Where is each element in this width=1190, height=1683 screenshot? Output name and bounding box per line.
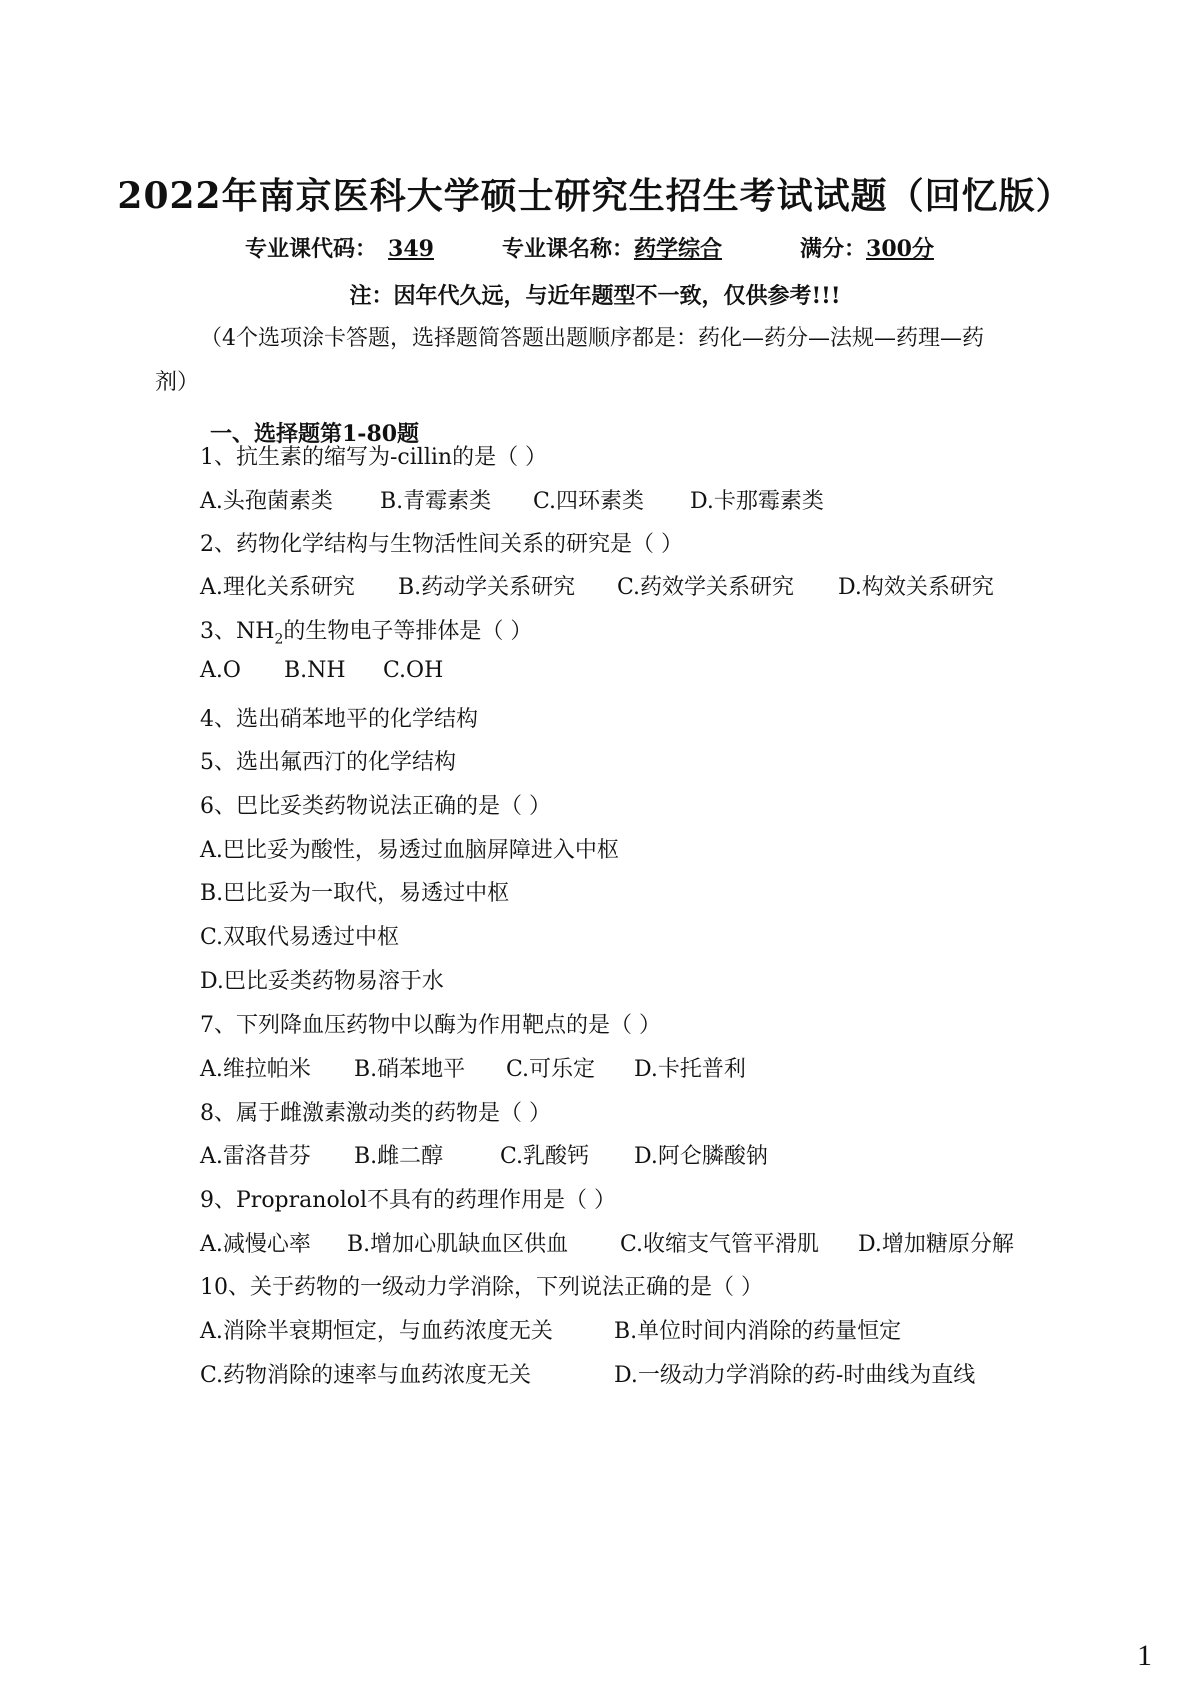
course-code-label: 专业课代码： xyxy=(245,236,378,262)
q2-option-c: C.药效学关系研究 xyxy=(617,575,795,600)
q3-text-pre: 3、NH xyxy=(200,619,275,644)
q3-option-a: A.O xyxy=(200,658,241,683)
question-1: 1、抗生素的缩写为-cillin的是（ ） xyxy=(200,445,548,470)
course-code xyxy=(245,232,445,263)
question-10: 10、关于药物的一级动力学消除，下列说法正确的是（ ） xyxy=(200,1275,763,1300)
q2-option-b: B.药动学关系研究 xyxy=(398,575,576,600)
q7-option-a: A.维拉帕米 xyxy=(200,1057,311,1082)
q1-option-a: A.头孢菌素类 xyxy=(200,489,333,514)
q3-subscript: 2 xyxy=(274,631,284,648)
q9-option-c: C.收缩支气管平滑肌 xyxy=(620,1232,820,1257)
q3-text-post: 的生物电子等排体是（ ） xyxy=(283,619,533,644)
q8-option-a: A.雷洛昔芬 xyxy=(200,1144,311,1169)
q8-option-b: B.雌二醇 xyxy=(354,1144,444,1169)
q6-option-a: A.巴比妥为酸性，易透过血脑屏障进入中枢 xyxy=(200,838,619,863)
question-5: 5、选出氟西汀的化学结构 xyxy=(200,750,456,775)
q1-option-c: C.四环素类 xyxy=(533,489,645,514)
question-6: 6、巴比妥类药物说法正确的是（ ） xyxy=(200,794,551,819)
q3-option-b: B.NH xyxy=(284,658,346,683)
section-heading: 一、选择题第1-80题 xyxy=(210,421,420,447)
q3-option-c: C.OH xyxy=(383,658,444,683)
q8-option-c: C.乳酸钙 xyxy=(500,1144,590,1169)
q9-option-d: D.增加糖原分解 xyxy=(858,1232,1014,1257)
intro-line-2: 剂） xyxy=(155,370,200,395)
q10-option-d: D.一级动力学消除的药-时曲线为直线 xyxy=(614,1363,976,1388)
course-name-label: 专业课名称： xyxy=(502,236,635,262)
q8-option-d: D.阿仑膦酸钠 xyxy=(634,1144,768,1169)
q2-option-a: A.理化关系研究 xyxy=(200,575,355,600)
page-number: 1 xyxy=(1137,1639,1152,1672)
exam-title: 2022年南京医科大学硕士研究生招生考试试题（回忆版） xyxy=(117,175,1073,217)
course-code-value: 349 xyxy=(388,236,434,262)
q9-option-b: B.增加心肌缺血区供血 xyxy=(347,1232,569,1257)
q9-option-a: A.减慢心率 xyxy=(200,1232,311,1257)
q10-option-a: A.消除半衰期恒定，与血药浓度无关 xyxy=(200,1319,553,1344)
q2-option-d: D.构效关系研究 xyxy=(838,575,994,600)
question-8: 8、属于雌激素激动类的药物是（ ） xyxy=(200,1101,551,1126)
full-score-value: 300分 xyxy=(866,236,934,262)
intro-line-1: （4个选项涂卡答题，选择题简答题出题顺序都是：药化—药分—法规—药理—药 xyxy=(200,326,984,351)
q7-option-d: D.卡托普利 xyxy=(634,1057,746,1082)
q7-option-c: C.可乐定 xyxy=(506,1057,596,1082)
course-name xyxy=(502,232,722,263)
q1-option-d: D.卡那霉素类 xyxy=(690,489,824,514)
full-score-label: 满分： xyxy=(800,236,867,262)
course-name-value: 药学综合 xyxy=(634,236,723,262)
note: 注：因年代久远，与近年题型不一致，仅供参考!!! xyxy=(349,283,841,309)
q6-option-b: B.巴比妥为一取代，易透过中枢 xyxy=(200,881,510,906)
question-7: 7、下列降血压药物中以酶为作用靶点的是（ ） xyxy=(200,1013,661,1038)
question-4: 4、选出硝苯地平的化学结构 xyxy=(200,707,478,732)
question-2: 2、药物化学结构与生物活性间关系的研究是（ ） xyxy=(200,532,683,557)
q7-option-b: B.硝苯地平 xyxy=(354,1057,466,1082)
q10-option-b: B.单位时间内消除的药量恒定 xyxy=(614,1319,902,1344)
question-3 xyxy=(200,614,532,647)
q10-option-c: C.药物消除的速率与血药浓度无关 xyxy=(200,1363,532,1388)
q1-option-b: B.青霉素类 xyxy=(380,489,492,514)
question-9: 9、Propranolol不具有的药理作用是（ ） xyxy=(200,1188,617,1213)
q6-option-d: D.巴比妥类药物易溶于水 xyxy=(200,969,444,994)
full-score xyxy=(800,232,934,263)
q6-option-c: C.双取代易透过中枢 xyxy=(200,925,400,950)
